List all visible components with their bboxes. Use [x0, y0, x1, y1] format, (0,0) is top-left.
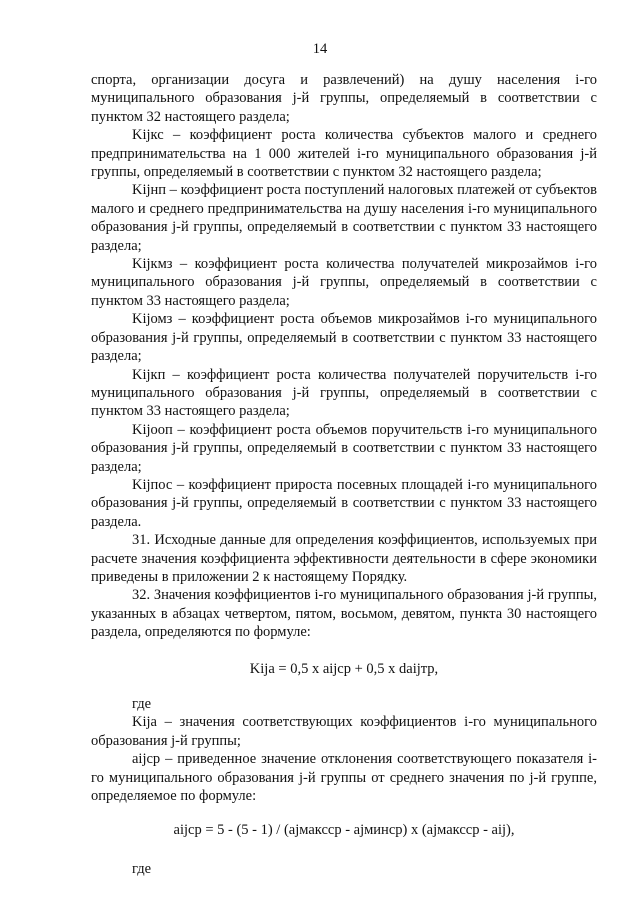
formula-aijsr: aijср = 5 - (5 - 1) / (ajмаксср - ajминср) x (ajмаксср - aij),	[173, 822, 515, 839]
paragraph-item-31: 31. Исходные данные для определения коэффициентов, используемых при расчете значения коэффициента эффективности деятельности в сфере экономики приведены в приложении 2 к настоящему Порядку.	[91, 532, 597, 585]
where-label-2: где	[132, 860, 152, 877]
document-body	[91, 71, 597, 878]
paragraph-kijnp: Kijнп – коэффициент роста поступлений налоговых платежей от субъектов малого и среднего предпринимательства на душу населения i-го муниципального образования j-й группы, определяемый в соответствии с пунктом 33 настоящего раздела;	[91, 182, 597, 254]
definition-kija: Kija – значения соответствующих коэффициентов i-го муниципального образования j-й группы;	[91, 714, 597, 749]
page-number: 14	[312, 41, 328, 57]
paragraph-kijkp: Kijкп – коэффициент роста количества получателей поручительств i-го муниципального образования j-й группы, определяемый в соответствии с пунктом 33 настоящего раздела;	[91, 366, 597, 420]
paragraph-item-32: 32. Значения коэффициентов i-го муниципального образования j-й группы, указанных в абзацах четвертом, пятом, восьмом, девятом, пункта 30 настоящего раздела, определяются по формуле:	[91, 587, 597, 641]
definition-aijsr: aijср – приведенное значение отклонения соответствующего показателя i-го муниципального образования j-й группы от среднего значения по j-й группе, определяемое по формуле:	[91, 751, 597, 805]
paragraph-kijks: Kijкс – коэффициент роста количества субъектов малого и среднего предпринимательства на 1 000 жителей i-го муниципального образования j-й группы, определяемый в соответствии с пунктом 32 настоящего раздела;	[91, 127, 597, 181]
paragraph-kijkmz: Kijкмз – коэффициент роста количества получателей микрозаймов i-го муниципального образования j-й группы, определяемый в соответствии с пунктом 33 настоящего раздела;	[91, 256, 597, 309]
paragraph-kijoop: Kijооп – коэффициент роста объемов поручительств i-го муниципального образования j-й группы, определяемый в соответствии с пунктом 33 настоящего раздела;	[91, 421, 597, 475]
paragraph-kijpos: Kijпос – коэффициент прироста посевных площадей i-го муниципального образования j-й группы, определяемый в соответствии с пунктом 33 настоящего раздела.	[91, 476, 597, 530]
where-label-1: где	[132, 696, 152, 712]
paragraph-continuation: спорта, организации досуга и развлечений) на душу населения i-го муниципального образования j-й группы, определяемый в соответствии с пунктом 32 настоящего раздела;	[91, 72, 597, 125]
paragraph-kijomz: Kijомз – коэффициент роста объемов микрозаймов i-го муниципального образования j-й группы, определяемый в соответствии с пунктом 33 настоящего раздела;	[91, 311, 597, 365]
formula-kija: Kija = 0,5 x aijср + 0,5 x daijтр,	[249, 660, 439, 677]
